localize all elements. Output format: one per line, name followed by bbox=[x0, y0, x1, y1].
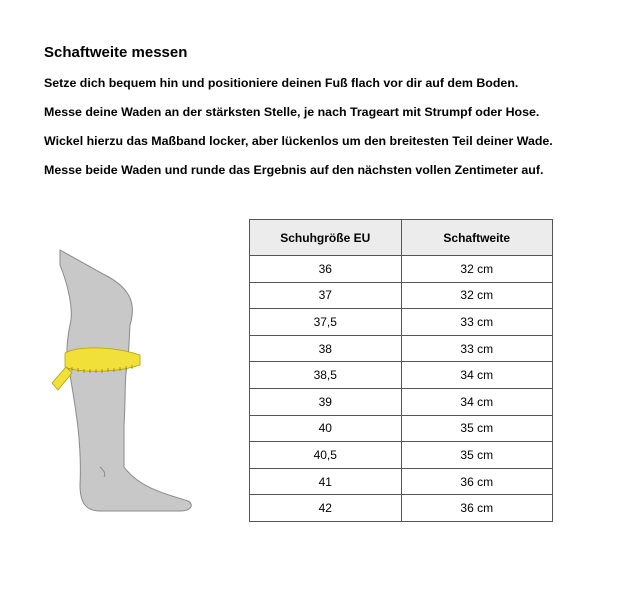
instruction-1: Setze dich bequem hin und positioniere deinen Fuß flach vor dir auf dem Boden. bbox=[44, 76, 519, 90]
header-shoe-size: Schuhgröße EU bbox=[250, 220, 402, 256]
shaft-width-cell: 35 cm bbox=[401, 442, 553, 469]
shoe-size-cell: 37 bbox=[250, 282, 402, 309]
table-header-row bbox=[250, 220, 553, 256]
table-row bbox=[250, 282, 553, 309]
shaft-width-cell: 34 cm bbox=[401, 362, 553, 389]
shoe-size-cell: 39 bbox=[250, 388, 402, 415]
table-row bbox=[250, 256, 553, 283]
shoe-size-cell: 36 bbox=[250, 256, 402, 283]
shoe-size-cell: 38 bbox=[250, 335, 402, 362]
table-row bbox=[250, 415, 553, 442]
page-title: Schaftweite messen bbox=[44, 44, 188, 61]
table-row bbox=[250, 309, 553, 336]
shoe-size-cell: 40 bbox=[250, 415, 402, 442]
table-row bbox=[250, 468, 553, 495]
shaft-width-cell: 36 cm bbox=[401, 495, 553, 522]
leg-shape bbox=[60, 250, 191, 511]
shaft-width-cell: 34 cm bbox=[401, 388, 553, 415]
table-row bbox=[250, 442, 553, 469]
leg-measuring-illustration bbox=[40, 245, 200, 515]
shoe-size-cell: 40,5 bbox=[250, 442, 402, 469]
table-row bbox=[250, 388, 553, 415]
shaft-width-cell: 36 cm bbox=[401, 468, 553, 495]
shaft-width-cell: 35 cm bbox=[401, 415, 553, 442]
instruction-4: Messe beide Waden und runde das Ergebnis auf den nächsten vollen Zentimeter auf. bbox=[44, 163, 544, 177]
instruction-2: Messe deine Waden an der stärksten Stelle, je nach Trageart mit Strumpf oder Hose. bbox=[44, 105, 540, 119]
shaft-width-cell: 33 cm bbox=[401, 309, 553, 336]
shoe-size-cell: 38,5 bbox=[250, 362, 402, 389]
shaft-width-cell: 32 cm bbox=[401, 282, 553, 309]
table-row bbox=[250, 335, 553, 362]
table-row bbox=[250, 495, 553, 522]
shoe-size-cell: 37,5 bbox=[250, 309, 402, 336]
instruction-3: Wickel hierzu das Maßband locker, aber lückenlos um den breitesten Teil deiner Wade. bbox=[44, 134, 553, 148]
shaft-width-cell: 33 cm bbox=[401, 335, 553, 362]
header-shaft-width: Schaftweite bbox=[401, 220, 553, 256]
shoe-size-cell: 42 bbox=[250, 495, 402, 522]
table-row bbox=[250, 362, 553, 389]
shaft-width-cell: 32 cm bbox=[401, 256, 553, 283]
shoe-size-cell: 41 bbox=[250, 468, 402, 495]
size-table bbox=[249, 219, 553, 522]
